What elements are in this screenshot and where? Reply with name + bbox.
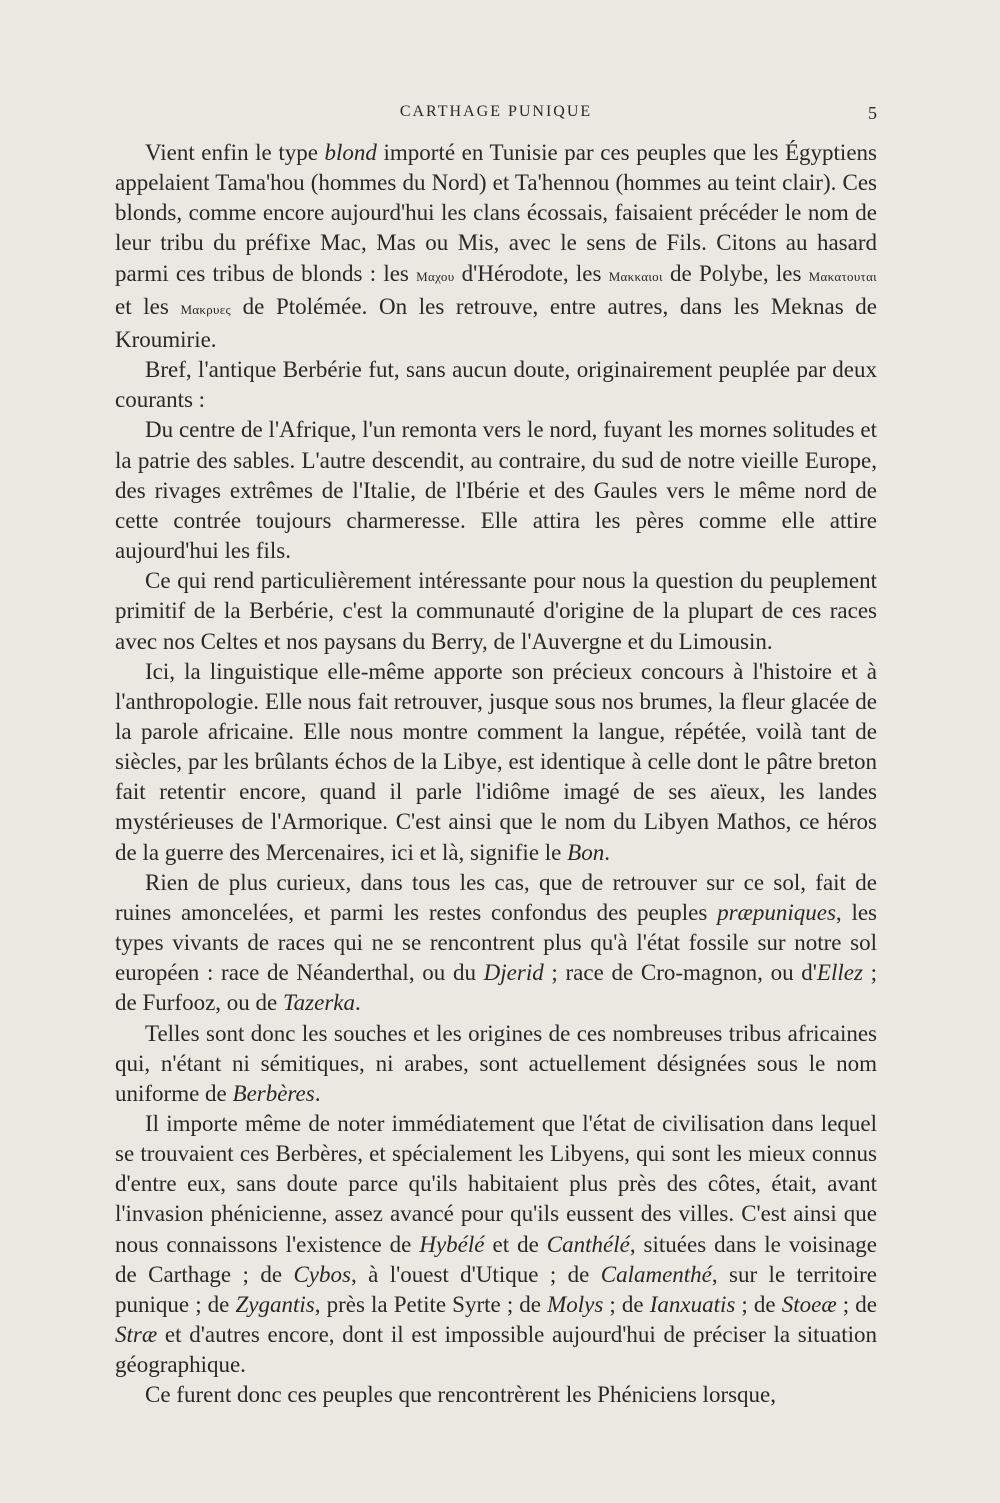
italic-term-ellez: Ellez <box>816 960 863 986</box>
paragraph-7 <box>115 1019 877 1109</box>
greek-tribe-name-1: Μαχου <box>416 268 455 284</box>
italic-term-blond: blond <box>324 140 377 165</box>
italic-place-zygantis: Zygantis <box>235 1291 315 1317</box>
paragraph-8-text-h: ; de <box>735 1291 782 1317</box>
paragraph-8-text-b: et de <box>484 1231 547 1257</box>
paragraph-2: Bref, l'antique Berbérie fut, sans aucun doute, originairement peuplée par deux courants : <box>115 357 877 413</box>
paragraph-5-text-b: . <box>604 839 610 865</box>
paragraph-5 <box>115 657 877 868</box>
paragraph-1-text-d: de Polybe, les <box>662 260 809 286</box>
paragraph-6-text-a: Rien de plus curieux, dans tous les cas, que de retrouver sur ce sol, fait de ruines amoncelées, et parmi les restes confondus des peuples <box>115 869 877 925</box>
italic-place-hybele: Hybélé <box>419 1231 485 1257</box>
italic-term-djerid: Djerid <box>483 960 544 986</box>
paragraph-7-text-b: . <box>314 1080 321 1106</box>
body-text <box>115 138 877 1411</box>
paragraph-8-text-j: et d'autres encore, dont il est impossible aujourd'hui de préciser la situation géographique. <box>115 1322 877 1378</box>
running-title: CARTHAGE PUNIQUE <box>399 103 593 120</box>
paragraph-6-text-e: . <box>355 990 361 1016</box>
paragraph-1-text-a: Vient enfin le type <box>145 140 325 165</box>
greek-tribe-name-4: Μακρυες <box>180 301 231 317</box>
greek-tribe-name-3: Μακατουται <box>808 268 877 284</box>
page-number: 5 <box>868 103 877 123</box>
italic-term-berberes: Berbères <box>232 1080 315 1106</box>
paragraph-6-text-d: ; de Furfooz, ou de <box>115 960 877 1016</box>
paragraph-8-text-c: , situées dans le voisinage de Carthage ; de <box>115 1231 877 1287</box>
paragraph-1-text-b: importé en Tunisie par ces peuples que les Égyptiens appelaient Tama'hou (hommes du Nord) et Ta'hennou (hommes au teint clair). Ces blonds, comme encore aujourd'hui les clans écossais, faisaient précéder le nom de leur tribu du préfixe Mac, Mas ou Mis, avec le sens de Fils. Citons au hasard parmi ces tribus de blonds : les <box>115 140 877 286</box>
paragraph-8 <box>115 1109 877 1380</box>
paragraph-1-text-e: et les <box>115 293 181 319</box>
italic-place-ianxuatis: Ianxuatis <box>649 1291 736 1317</box>
italic-place-canthele: Canthélé <box>546 1231 630 1257</box>
paragraph-4: Ce qui rend particulièrement intéressante pour nous la question du peuplement primitif de la Berbérie, c'est la communauté d'origine de la plupart de ces races avec nos Celtes et nos paysans du Berry, de l'Auvergne et du Limousin. <box>115 568 877 654</box>
italic-term-tazerka: Tazerka <box>283 990 355 1016</box>
paragraph-1 <box>115 138 877 355</box>
italic-place-stoeae: Stoeæ <box>781 1291 837 1317</box>
paragraph-9: Ce furent donc ces peuples que rencontrèrent les Phéniciens lorsque, <box>145 1382 777 1408</box>
paragraph-1-text-f: de Ptolémée. On les retrouve, entre autres, dans les Meknas de Kroumirie. <box>115 293 877 352</box>
paragraph-5-text-a: Ici, la linguistique elle-même apporte son précieux concours à l'histoire et à l'anthropologie. Elle nous fait retrouver, jusque sous nos brumes, la fleur glacée de la parole africaine. Elle nous montre comment la langue, répétée, voilà tant de siècles, par les brûlants échos de la Libye, est identique à celle dont le pâtre breton fait retentir encore, quand il parle l'idiôme imagé de ses aïeux, les landes mystérieuses de l'Armorique. C'est ainsi que le nom du Libyen Mathos, ce héros de la guerre des Mercenaires, ici et là, signifie le <box>115 658 877 865</box>
paragraph-6-text-b: , les types vivants de races qui ne se rencontrent plus qu'à l'état fossile sur notre sol européen : race de Néanderthal, ou du <box>115 899 877 986</box>
paragraph-1-text-c: d'Hérodote, les <box>454 260 609 286</box>
paragraph-6-text-c: ; race de Cro-magnon, ou d' <box>543 960 817 986</box>
paragraph-7-text-a: Telles sont donc les souches et les origines de ces nombreuses tribus africaines qui, n'étant ni sémitiques, ni arabes, sont actuellement désignées sous le nom uniforme de <box>115 1020 877 1106</box>
italic-place-strae: Stræ <box>115 1322 158 1348</box>
paragraph-6 <box>115 868 877 1019</box>
paragraph-8-text-g: ; de <box>603 1291 650 1317</box>
italic-term-prepuniques: præpuniques <box>717 899 836 925</box>
paragraph-8-text-i: ; de <box>836 1291 877 1317</box>
paragraph-8-text-e: , sur le territoire punique ; de <box>115 1261 878 1317</box>
italic-term-bon: Bon <box>567 839 605 865</box>
greek-tribe-name-2: Μακκαιοι <box>608 268 663 284</box>
italic-place-molys: Molys <box>547 1291 604 1317</box>
paragraph-8-text-a: Il importe même de noter immédiatement que l'état de civilisation dans lequel se trouvaient ces Berbères, et spécialement les Libyens, qui sont les mieux connus d'entre eux, sans doute parce qu'ils habitaient plus près des côtes, était, avant l'invasion phénicienne, assez avancé pour qu'ils eussent des villes. C'est ainsi que nous connaissons l'existence de <box>115 1111 877 1257</box>
running-head <box>115 103 877 127</box>
paragraph-3: Du centre de l'Afrique, l'un remonta vers le nord, fuyant les mornes solitudes et la patrie des sables. L'autre descendit, au contraire, du sud de notre vieille Europe, des rivages extrêmes de l'Italie, de l'Ibérie et des Gaules vers le même nord de cette contrée toujours charmeresse. Elle attira les pères comme elle attire aujourd'hui les fils. <box>115 417 877 564</box>
italic-place-calamenthe: Calamenthé <box>600 1261 712 1287</box>
paragraph-8-text-d: , à l'ouest d'Utique ; de <box>350 1261 601 1287</box>
paragraph-8-text-f: , près la Petite Syrte ; de <box>314 1291 548 1317</box>
italic-place-cybos: Cybos <box>293 1261 351 1287</box>
